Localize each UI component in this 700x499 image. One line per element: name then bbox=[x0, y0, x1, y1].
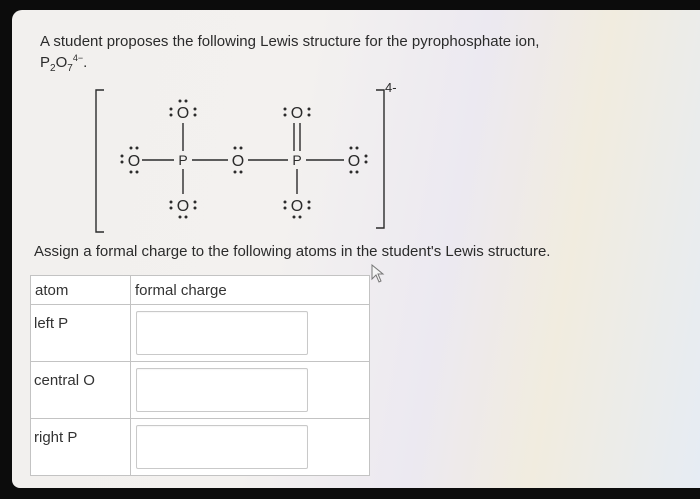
table-row bbox=[31, 305, 370, 362]
ion-charge-label: 4- bbox=[385, 80, 397, 95]
atom-cell bbox=[31, 419, 131, 476]
atom-label-right-p: right P bbox=[34, 429, 78, 446]
lewis-structure-diagram bbox=[82, 80, 412, 240]
atom-outer-right-o: O bbox=[347, 153, 361, 170]
formal-charge-input-central-o[interactable] bbox=[136, 368, 308, 412]
screen bbox=[12, 10, 700, 488]
formula-charge: 4− bbox=[72, 53, 84, 63]
table-row bbox=[31, 419, 370, 476]
header-atom bbox=[31, 276, 131, 305]
formal-charge-input-left-p[interactable] bbox=[136, 311, 308, 355]
atom-cell bbox=[31, 362, 131, 419]
formal-charge-input-right-p[interactable] bbox=[136, 425, 308, 469]
atom-right-bottom-o: O bbox=[290, 198, 304, 215]
atom-right-p: P bbox=[292, 152, 302, 168]
atom-label-left-p: left P bbox=[34, 315, 69, 332]
formula-p: P bbox=[40, 54, 51, 71]
atom-left-top-o: O bbox=[176, 105, 190, 122]
atom-label-central-o: central O bbox=[34, 372, 95, 389]
atom-outer-left-o: O bbox=[127, 153, 141, 170]
mouse-pointer-icon bbox=[370, 264, 386, 284]
instruction-text: Assign a formal charge to the following atoms in the student's Lewis structure. bbox=[34, 243, 551, 260]
pyrophosphate-formula bbox=[40, 53, 87, 74]
formal-charge-cell bbox=[131, 419, 370, 476]
header-atom-label: atom bbox=[35, 282, 69, 299]
header-formal-charge-label: formal charge bbox=[135, 282, 227, 299]
formal-charge-cell bbox=[131, 305, 370, 362]
formal-charge-table bbox=[30, 275, 370, 476]
atom-cell bbox=[31, 305, 131, 362]
table-header-row bbox=[31, 276, 370, 305]
formal-charge-cell bbox=[131, 362, 370, 419]
atom-right-top-o: O bbox=[290, 105, 304, 122]
table-row bbox=[31, 362, 370, 419]
formula-o: O bbox=[55, 54, 68, 71]
formula-o-subscript: 7 bbox=[67, 63, 73, 74]
atom-central-o: O bbox=[231, 153, 245, 170]
right-bracket bbox=[376, 90, 384, 228]
lewis-structure bbox=[82, 80, 412, 240]
atom-left-p: P bbox=[178, 152, 188, 168]
formula-period: . bbox=[83, 54, 88, 71]
question-text: A student proposes the following Lewis structure for the pyrophosphate ion, bbox=[40, 33, 540, 50]
formula-p-subscript: 2 bbox=[50, 63, 56, 74]
left-bracket bbox=[96, 90, 104, 232]
atom-left-bottom-o: O bbox=[176, 198, 190, 215]
header-formal-charge bbox=[131, 276, 370, 305]
